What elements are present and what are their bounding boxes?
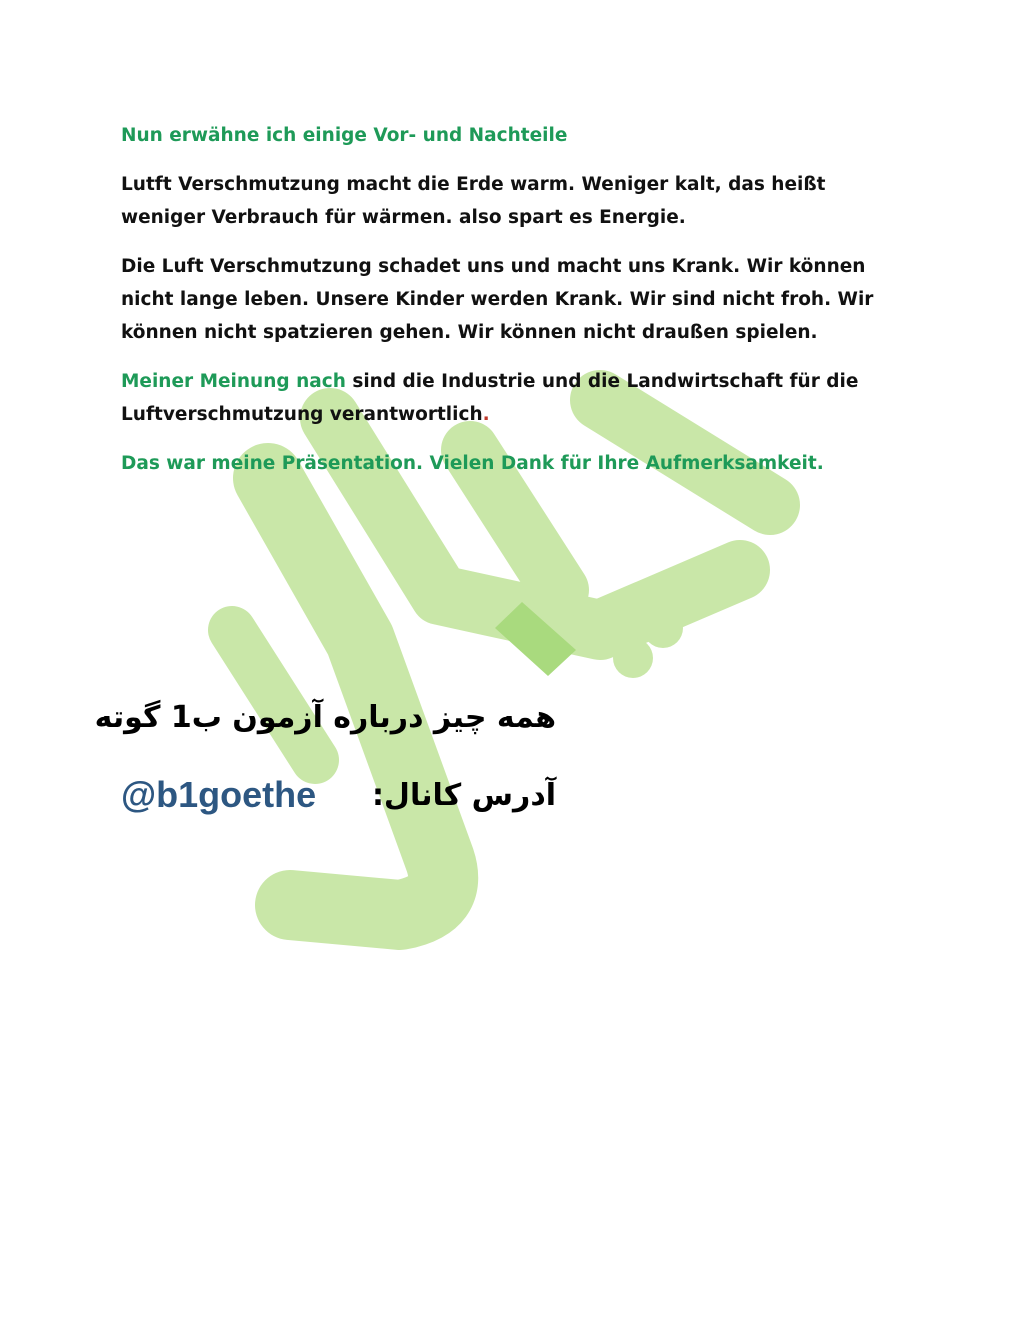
watermark-band <box>495 602 576 676</box>
closing-line: Das war meine Präsentation. Vielen Dank für Ihre Aufmerksamkeit. <box>121 453 824 474</box>
watermark-dot-1 <box>613 638 653 678</box>
opinion-text: sind die Industrie und die Landwirtschaft für die Luftverschmutzung verantwortlich <box>121 371 859 425</box>
opinion-end-mark: . <box>482 404 490 425</box>
channel-label: آدرس کانال: <box>371 778 556 813</box>
paragraph-advantage: Lutft Verschmutzung macht die Erde warm. Weniger kalt, das heißt weniger Verbrauch für wärmen. also spart es Energie. <box>121 174 826 228</box>
paragraph-opinion <box>121 365 911 431</box>
watermark-stroke-lower <box>232 630 315 760</box>
watermark-dot-2 <box>643 608 683 648</box>
section-heading: Nun erwähne ich einige Vor- und Nachteile <box>121 125 568 146</box>
promo-title: همه چیز درباره آزمون ب1 گوته <box>94 700 556 735</box>
paragraph-disadvantage: Die Luft Verschmutzung schadet uns und macht uns Krank. Wir können nicht lange leben. Unsere Kinder werden Krank. Wir sind nicht froh. Wir können nicht spatzieren gehen. Wir können nicht draußen spielen. <box>121 256 874 343</box>
watermark-stroke-large <box>268 478 443 915</box>
opinion-lead: Meiner Meinung nach <box>121 371 346 392</box>
document-body <box>121 119 911 480</box>
channel-handle[interactable]: @b1goethe <box>121 774 317 815</box>
